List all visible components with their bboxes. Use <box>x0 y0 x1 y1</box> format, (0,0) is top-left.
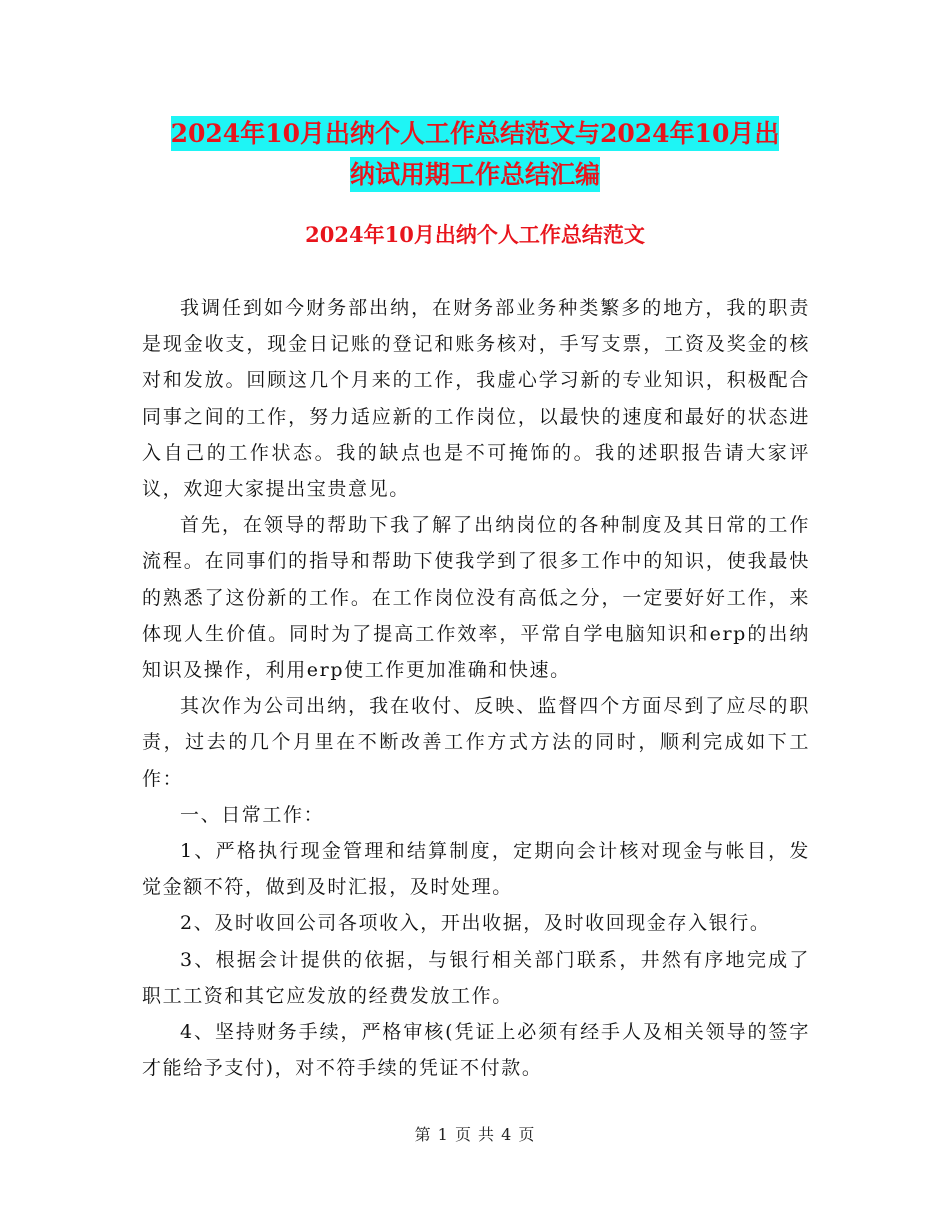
section-title: 2024年10月出纳个人工作总结范文 <box>305 222 645 247</box>
document-title-line2: 纳试用期工作总结汇编 <box>350 157 600 192</box>
paragraph: 1、严格执行现金管理和结算制度，定期向会计核对现金与帐目，发觉金额不符，做到及时汇报，及时处理。 <box>142 840 810 899</box>
paragraph: 一、日常工作： <box>180 803 325 826</box>
document-title <box>140 113 810 195</box>
paragraph: 其次作为公司出纳，我在收付、反映、监督四个方面尽到了应尽的职责，过去的几个月里在不断改善工作方式方法的同时，顺利完成如下工作： <box>142 695 810 790</box>
paragraph: 4、坚持财务手续，严格审核(凭证上必须有经手人及相关领导的签字才能给予支付)，对不符手续的凭证不付款。 <box>142 1021 810 1080</box>
paragraph: 3、根据会计提供的依据，与银行相关部门联系，井然有序地完成了职工工资和其它应发放的经费发放工作。 <box>142 948 810 1007</box>
document-body <box>142 290 810 1086</box>
document-title-line1: 2024年10月出纳个人工作总结范文与2024年10月出 <box>171 116 780 151</box>
paragraph: 2、及时收回公司各项收入，开出收据，及时收回现金存入银行。 <box>180 912 771 935</box>
paragraph: 我调任到如今财务部出纳，在财务部业务种类繁多的地方，我的职责是现金收支，现金日记账的登记和账务核对，手写支票，工资及奖金的核对和发放。回顾这几个月来的工作，我虚心学习新的专业知识，积极配合同事之间的工作，努力适应新的工作岗位，以最快的速度和最好的状态进入自己的工作状态。我的缺点也是不可掩饰的。我的述职报告请大家评议，欢迎大家提出宝贵意见。 <box>142 297 810 501</box>
page-footer: 第 1 页 共 4 页 <box>414 1125 536 1144</box>
paragraph: 首先，在领导的帮助下我了解了出纳岗位的各种制度及其日常的工作流程。在同事们的指导和帮助下使我学到了很多工作中的知识，使我最快的熟悉了这份新的工作。在工作岗位没有高低之分，一定要好好工作，来体现人生价值。同时为了提高工作效率，平常自学电脑知识和erp的出纳知识及操作，利用erp使工作更加准确和快速。 <box>142 514 810 682</box>
